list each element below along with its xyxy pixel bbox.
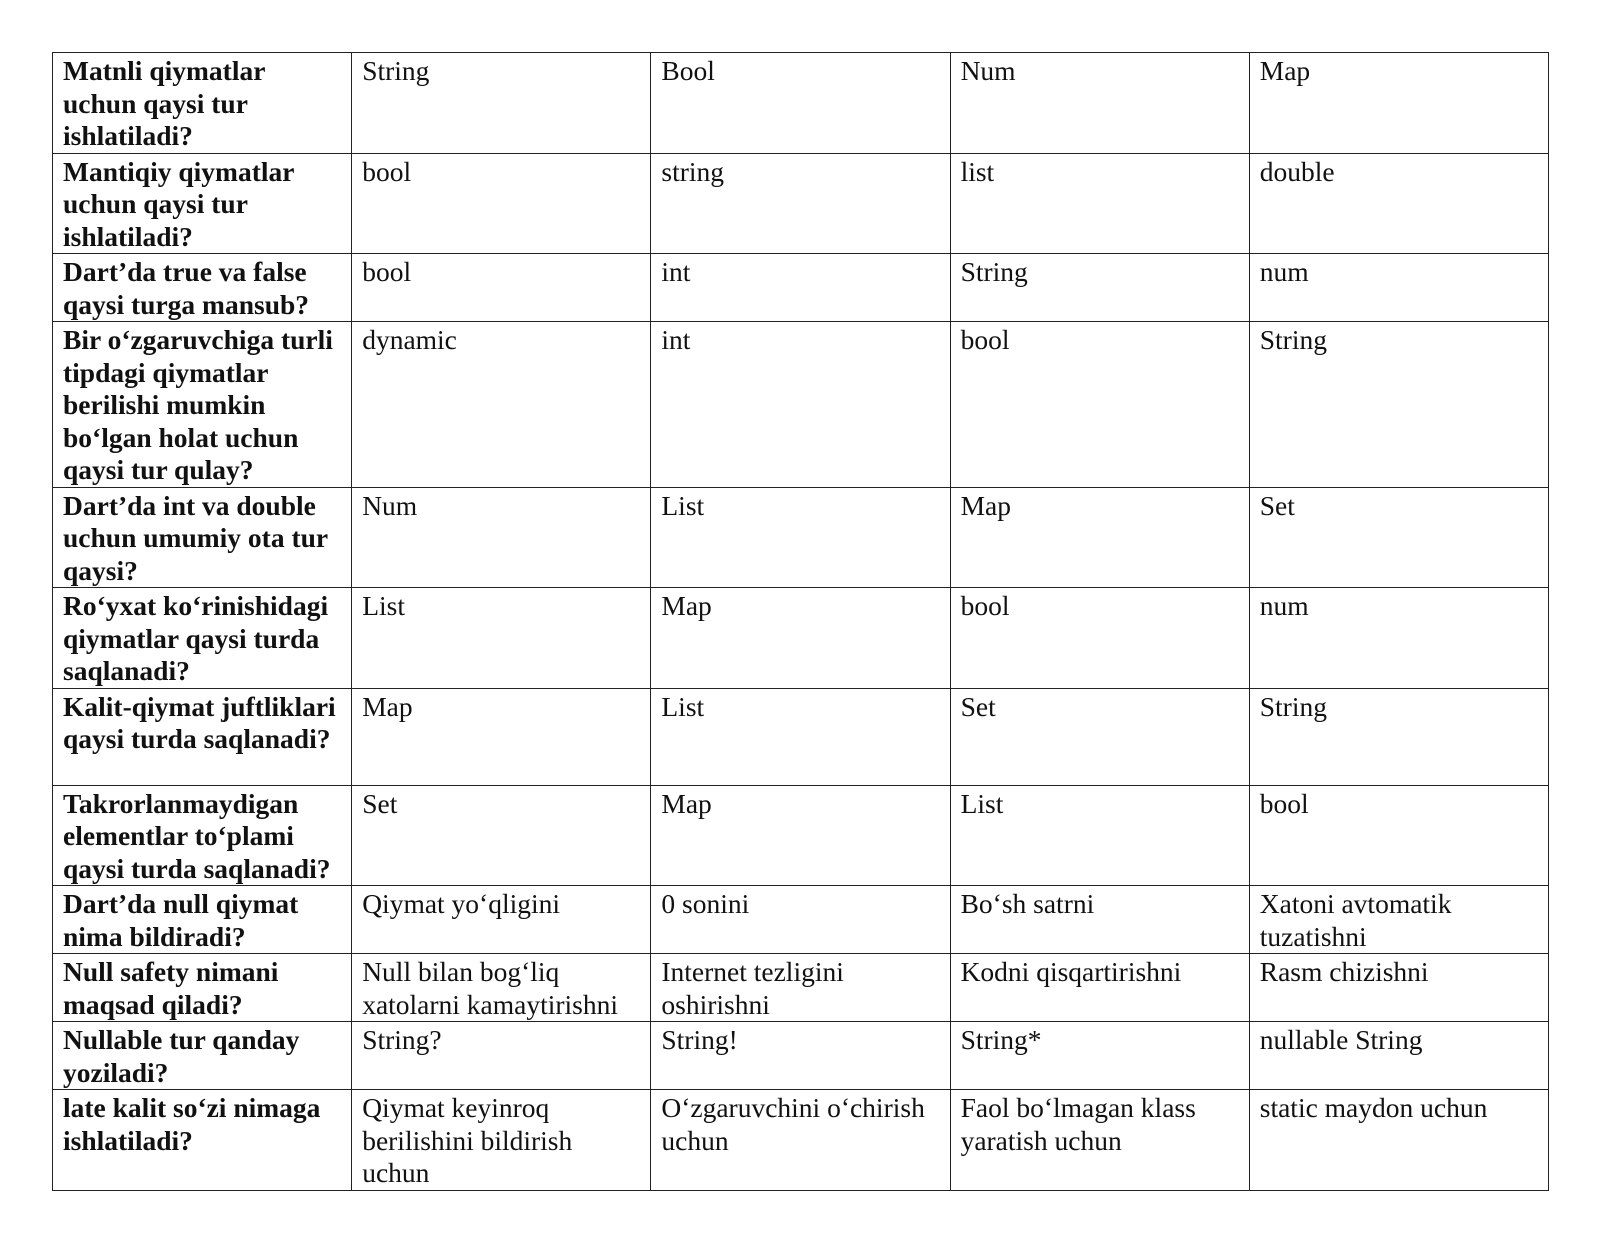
option-cell-b: List [651,487,950,588]
option-cell-a: dynamic [352,322,651,488]
option-cell-d: static maydon uchun [1249,1090,1548,1191]
option-cell-d: nullable String [1249,1022,1548,1090]
option-cell-b: 0 sonini [651,886,950,954]
option-cell-b: Bool [651,53,950,154]
table-row [53,886,1549,954]
option-cell-a: Null bilan bog‘liq xatolarni kamaytirishni [352,954,651,1022]
option-cell-d: Set [1249,487,1548,588]
question-cell: Dart’da true va false qaysi turga mansub? [53,254,352,322]
option-cell-a: Set [352,785,651,886]
option-cell-a: String? [352,1022,651,1090]
table-row [53,1022,1549,1090]
option-cell-c: Set [950,688,1249,785]
table-row [53,153,1549,254]
option-cell-d: double [1249,153,1548,254]
option-cell-c: String [950,254,1249,322]
question-cell: Matnli qiymatlar uchun qaysi tur ishlatiladi? [53,53,352,154]
option-cell-d: String [1249,688,1548,785]
option-cell-c: String* [950,1022,1249,1090]
question-cell: Ro‘yxat ko‘rinishidagi qiymatlar qaysi turda saqlanadi? [53,588,352,689]
option-cell-d: num [1249,254,1548,322]
option-cell-b: String! [651,1022,950,1090]
question-cell: late kalit so‘zi nimaga ishlatiladi? [53,1090,352,1191]
question-cell: Takrorlanmaydigan elementlar to‘plami qaysi turda saqlanadi? [53,785,352,886]
quiz-table [52,52,1549,1191]
question-cell: Bir o‘zgaruvchiga turli tipdagi qiymatlar berilishi mumkin bo‘lgan holat uchun qaysi tur qulay? [53,322,352,488]
option-cell-a: Map [352,688,651,785]
table-row [53,487,1549,588]
table-row [53,322,1549,488]
option-cell-c: bool [950,588,1249,689]
table-row [53,954,1549,1022]
option-cell-d: Rasm chizishni [1249,954,1548,1022]
option-cell-d: Map [1249,53,1548,154]
option-cell-d: Xatoni avtomatik tuzatishni [1249,886,1548,954]
option-cell-c: list [950,153,1249,254]
table-row [53,1090,1549,1191]
option-cell-d: num [1249,588,1548,689]
option-cell-b: string [651,153,950,254]
option-cell-a: Num [352,487,651,588]
option-cell-d: bool [1249,785,1548,886]
option-cell-c: Faol bo‘lmagan klass yaratish uchun [950,1090,1249,1191]
table-row [53,588,1549,689]
table-row [53,53,1549,154]
option-cell-b: int [651,322,950,488]
option-cell-b: List [651,688,950,785]
table-row [53,254,1549,322]
option-cell-d: String [1249,322,1548,488]
option-cell-c: Kodni qisqartirishni [950,954,1249,1022]
option-cell-c: Bo‘sh satrni [950,886,1249,954]
option-cell-a: Qiymat yo‘qligini [352,886,651,954]
question-cell: Dart’da int va double uchun umumiy ota tur qaysi? [53,487,352,588]
option-cell-a: List [352,588,651,689]
quiz-table-body [53,53,1549,1191]
option-cell-b: Map [651,785,950,886]
option-cell-c: bool [950,322,1249,488]
option-cell-c: Num [950,53,1249,154]
question-cell: Kalit-qiymat juftliklari qaysi turda saqlanadi? [53,688,352,785]
table-row [53,688,1549,785]
option-cell-a: bool [352,153,651,254]
option-cell-c: List [950,785,1249,886]
table-row [53,785,1549,886]
option-cell-a: Qiymat keyinroq berilishini bildirish uchun [352,1090,651,1191]
option-cell-a: String [352,53,651,154]
option-cell-c: Map [950,487,1249,588]
question-cell: Null safety nimani maqsad qiladi? [53,954,352,1022]
option-cell-a: bool [352,254,651,322]
question-cell: Mantiqiy qiymatlar uchun qaysi tur ishlatiladi? [53,153,352,254]
option-cell-b: O‘zgaruvchini o‘chirish uchun [651,1090,950,1191]
option-cell-b: Map [651,588,950,689]
option-cell-b: Internet tezligini oshirishni [651,954,950,1022]
question-cell: Nullable tur qanday yoziladi? [53,1022,352,1090]
question-cell: Dart’da null qiymat nima bildiradi? [53,886,352,954]
option-cell-b: int [651,254,950,322]
